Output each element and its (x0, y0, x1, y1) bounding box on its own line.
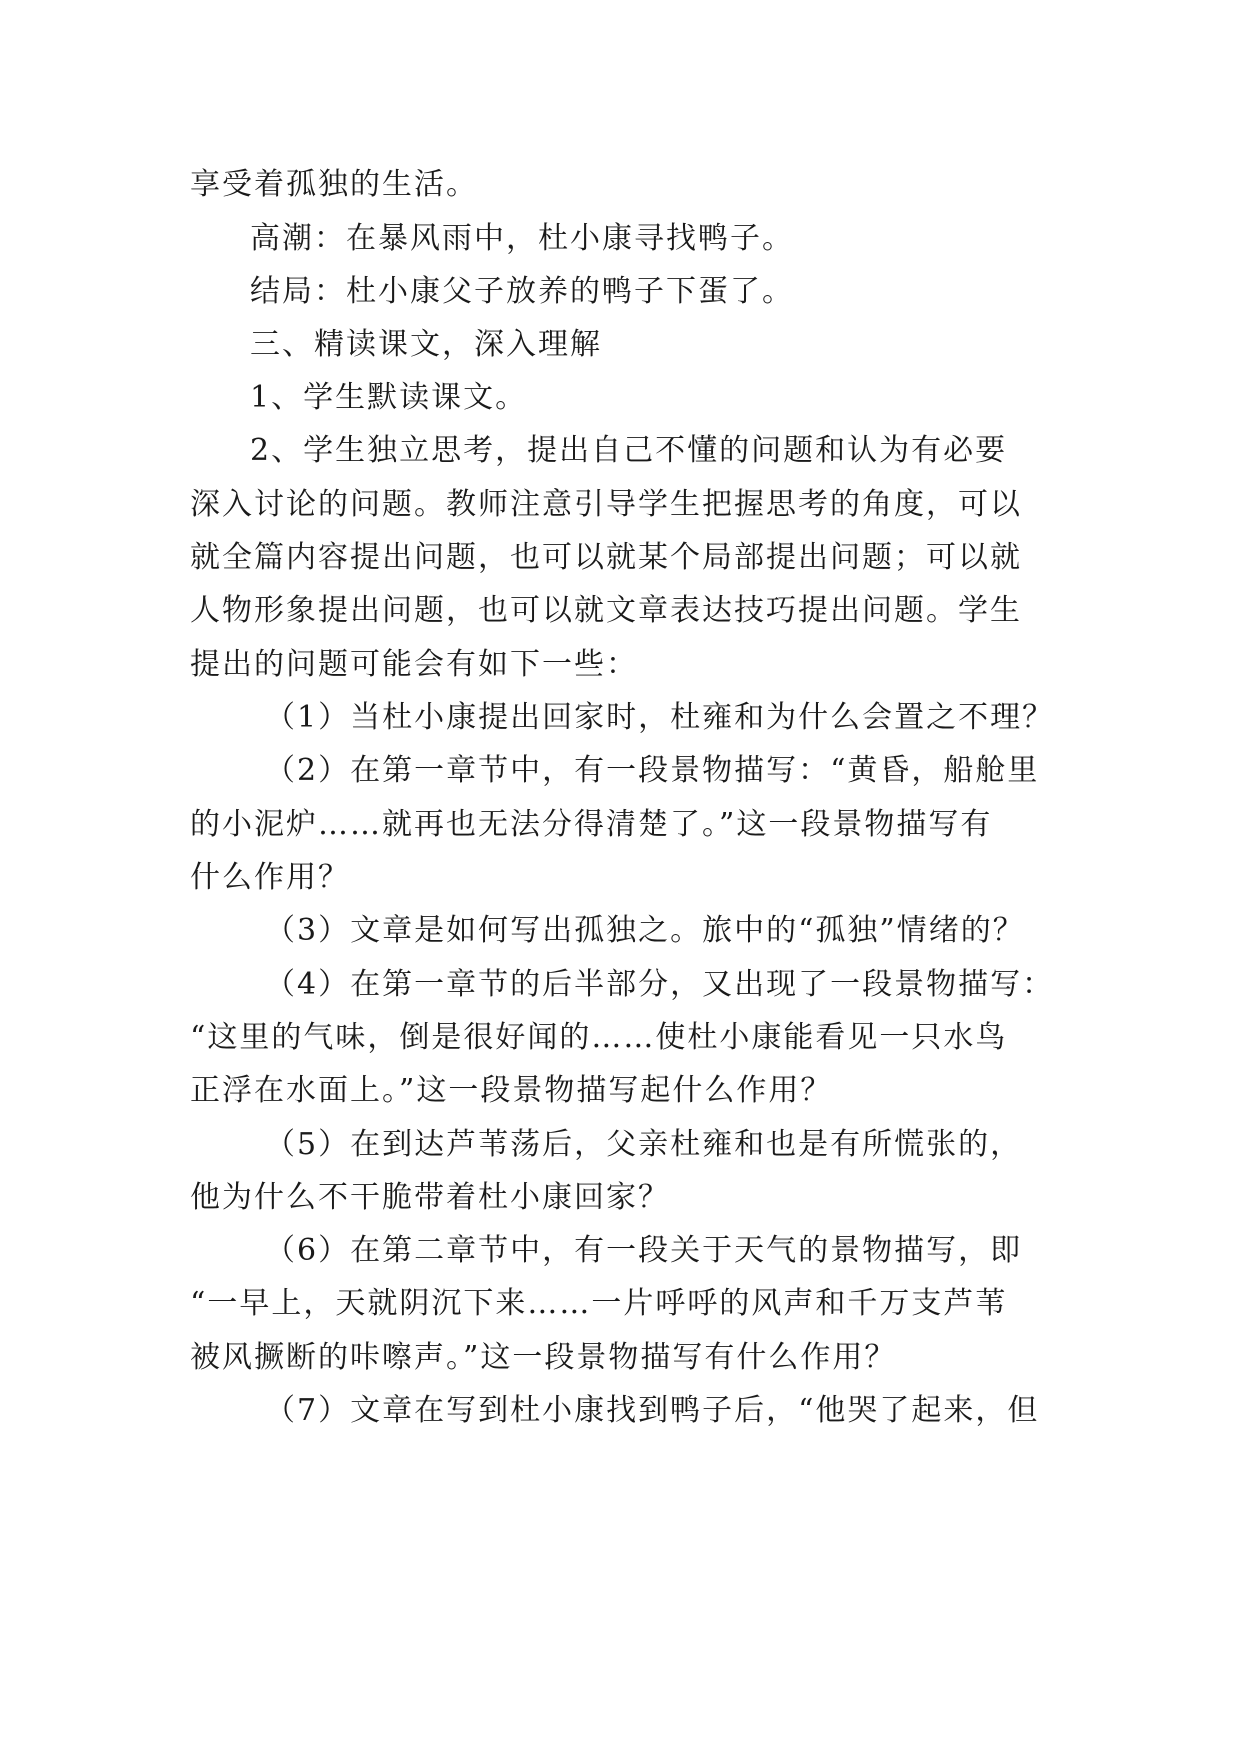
text-line: “一早上，天就阴沉下来……一片呼呼的风声和千万支芦苇 (190, 1286, 1008, 1321)
text-line: 结局：杜小康父子放养的鸭子下蛋了。 (250, 274, 794, 309)
text-line: 2、学生独立思考，提出自己不懂的问题和认为有必要 (250, 433, 1008, 468)
question-item: （5）在到达芦苇荡后，父亲杜雍和也是有所慌张的， (265, 1127, 1023, 1162)
question-item: （2）在第一章节中，有一段景物描写：“黄昏，船舱里 (265, 753, 1040, 788)
text-line: 1、学生默读课文。 (250, 380, 528, 415)
text-line: 被风撅断的咔嚓声。”这一段景物描写有什么作用？ (190, 1340, 897, 1375)
text-line: 深入讨论的问题。教师注意引导学生把握思考的角度，可以 (190, 487, 1022, 522)
text-line: 什么作用？ (190, 860, 350, 895)
section-heading: 三、精读课文，深入理解 (250, 327, 602, 362)
text-line: 的小泥炉……就再也无法分得清楚了。”这一段景物描写有 (190, 807, 993, 842)
question-item: （4）在第一章节的后半部分，又出现了一段景物描写： (265, 967, 1055, 1002)
text-line: “这里的气味，倒是很好闻的……使杜小康能看见一只水鸟 (190, 1020, 1008, 1055)
text-line: 享受着孤独的生活。 (190, 167, 478, 202)
text-line: 人物形象提出问题，也可以就文章表达技巧提出问题。学生 (190, 593, 1022, 628)
question-item: （6）在第二章节中，有一段关于天气的景物描写，即 (265, 1233, 1023, 1268)
question-item: （3）文章是如何写出孤独之。旅中的“孤独”情绪的？ (265, 913, 1025, 948)
question-item: （1）当杜小康提出回家时，杜雍和为什么会置之不理？ (265, 700, 1055, 735)
text-line: 提出的问题可能会有如下一些： (190, 647, 638, 682)
text-line: 正浮在水面上。”这一段景物描写起什么作用？ (190, 1073, 833, 1108)
text-line: 就全篇内容提出问题，也可以就某个局部提出问题；可以就 (190, 540, 1022, 575)
text-line: 他为什么不干脆带着杜小康回家？ (190, 1180, 670, 1215)
question-item: （7）文章在写到杜小康找到鸭子后，“他哭了起来，但 (265, 1393, 1040, 1428)
text-line: 高潮：在暴风雨中，杜小康寻找鸭子。 (250, 221, 794, 256)
